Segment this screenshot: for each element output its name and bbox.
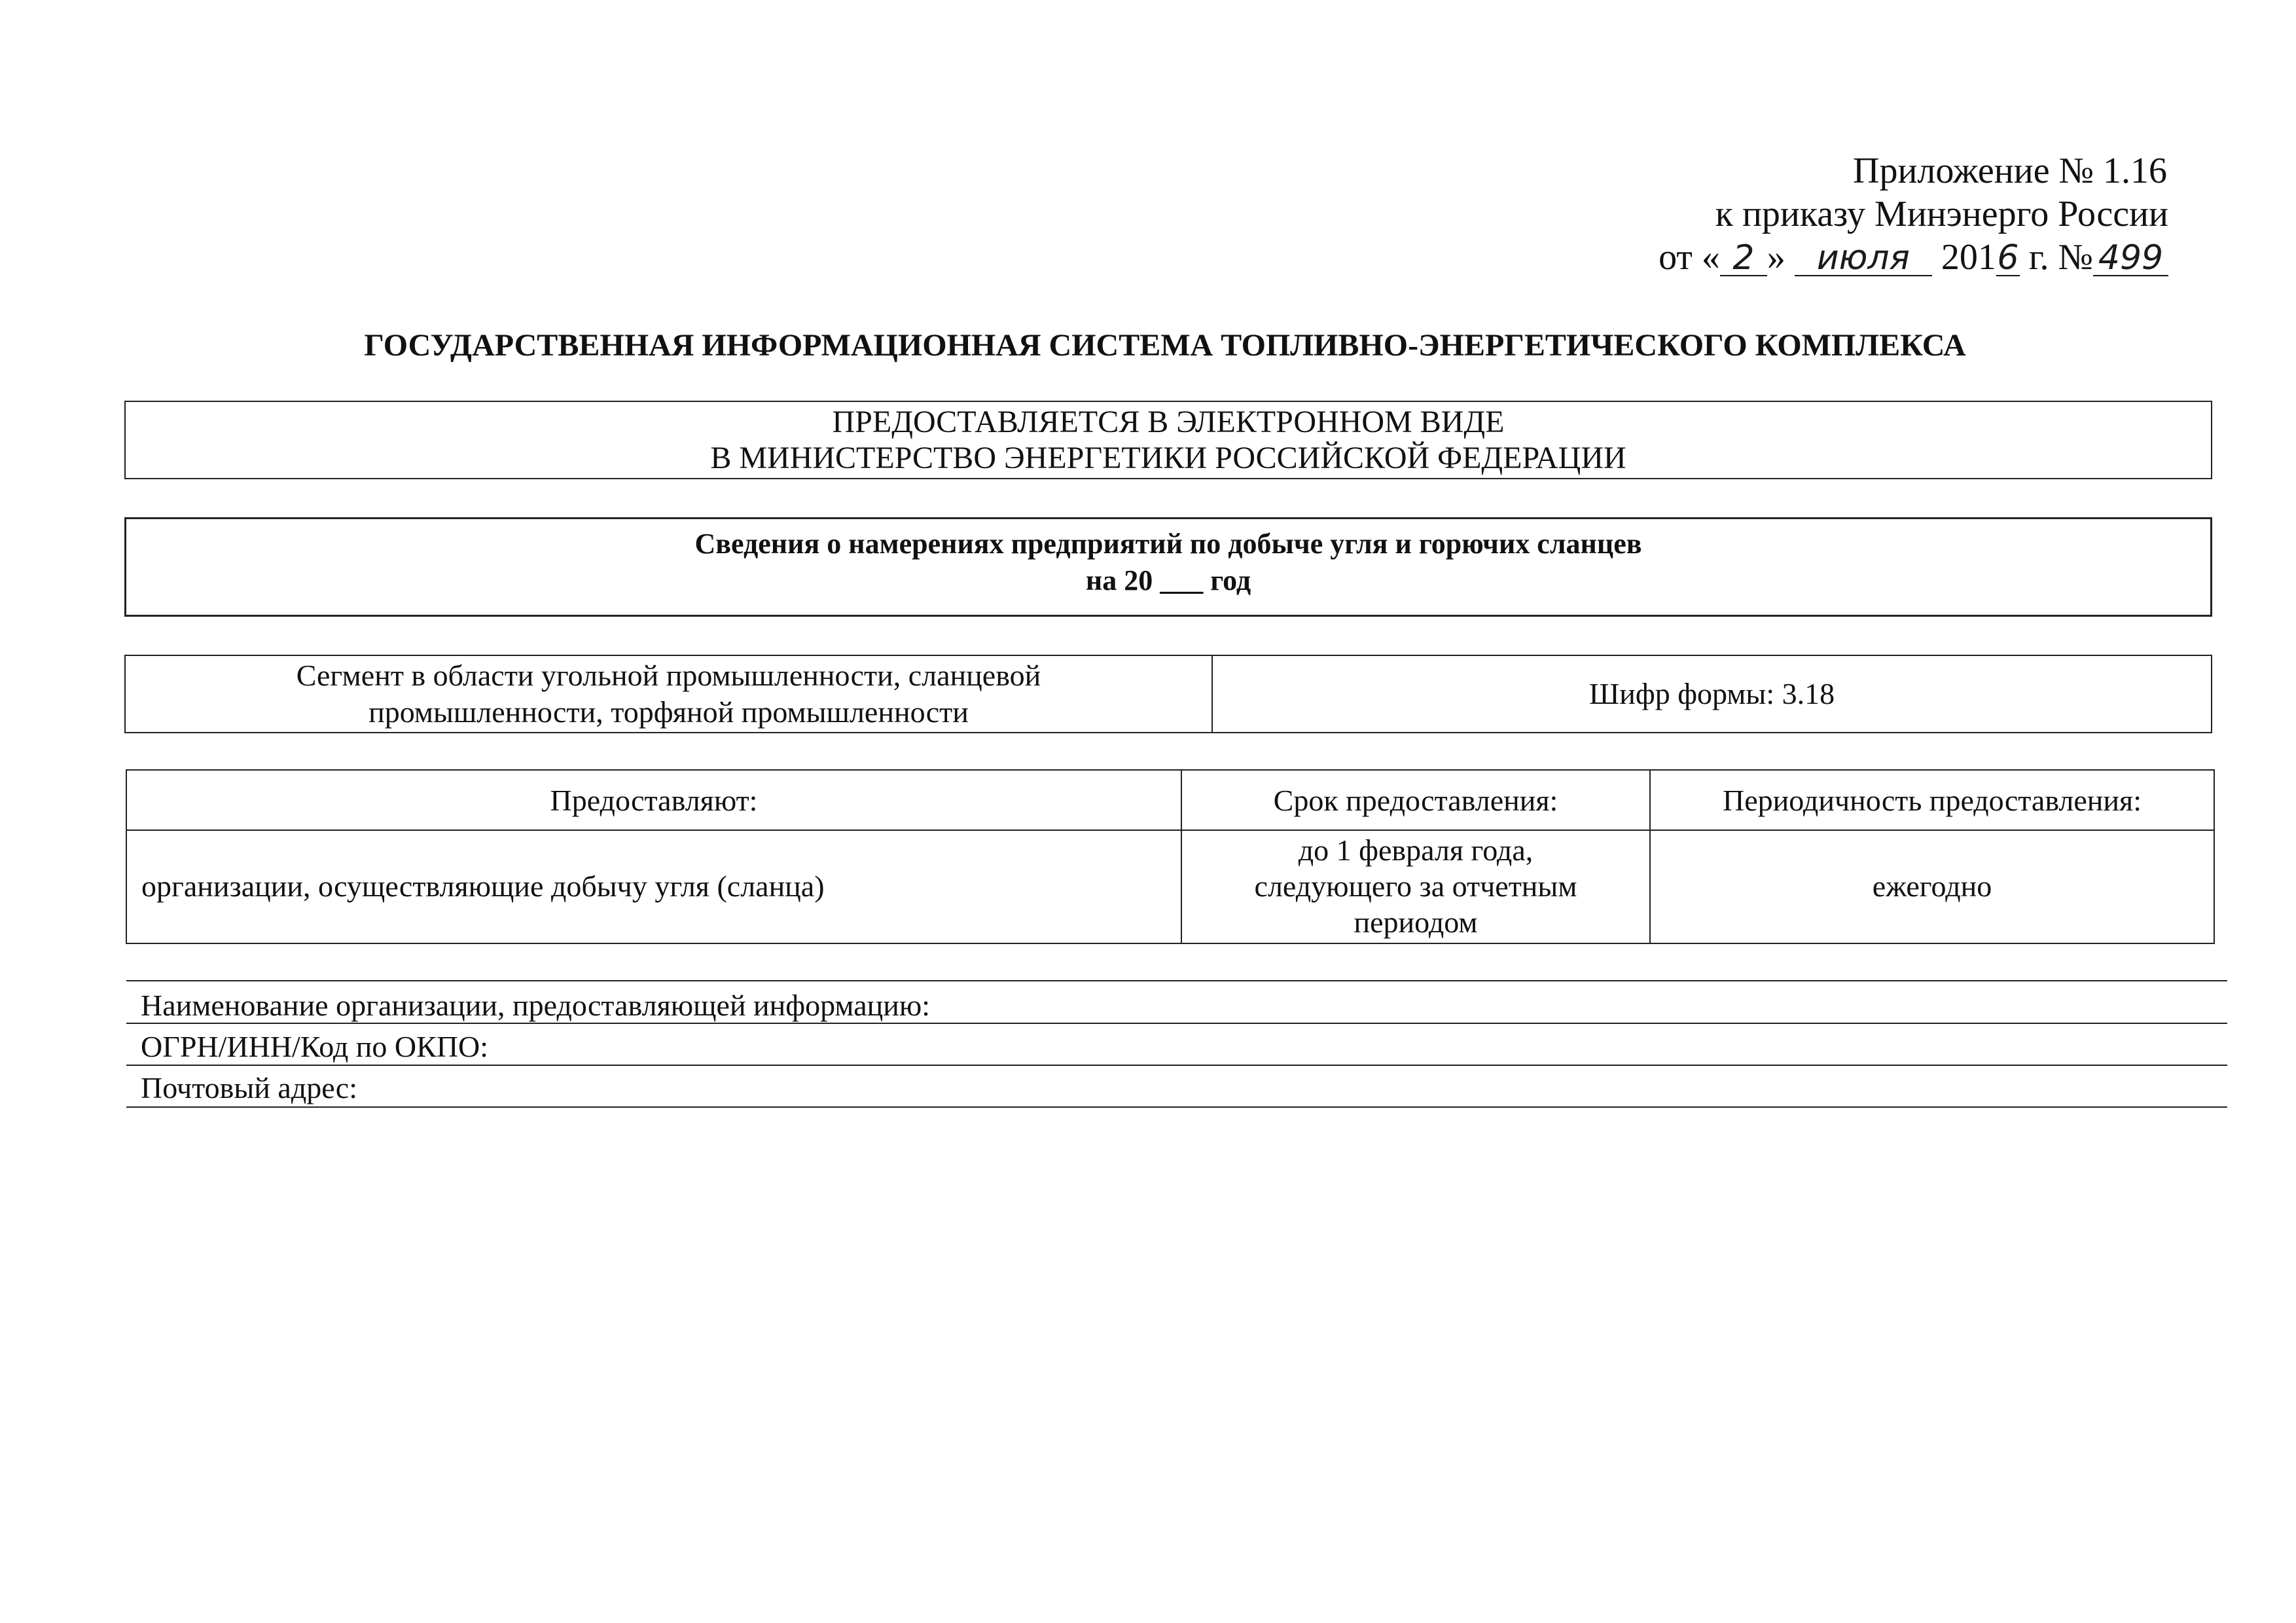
date-year-prefix: 201	[1941, 237, 1996, 278]
org-name-field[interactable]: Наименование организации, предоставляющей информацию:	[141, 989, 930, 1022]
org-rule-3	[126, 1106, 2227, 1108]
table-row	[127, 830, 2214, 943]
order-date-line	[1514, 236, 2168, 279]
date-prefix: от «	[1659, 237, 1720, 278]
form-title-box	[124, 517, 2212, 617]
segment-line-2: промышленности, торфяной промышленности	[368, 695, 969, 729]
header-cell-deadline	[1182, 771, 1651, 830]
system-title: ГОСУДАРСТВЕННАЯ ИНФОРМАЦИОННАЯ СИСТЕМА ТОПЛИВНО-ЭНЕРГЕТИЧЕСКОГО КОМПЛЕКСА	[364, 328, 1966, 363]
date-mid: »	[1767, 237, 1785, 278]
appendix-header	[1514, 149, 2168, 279]
header-periodicity: Периодичность предоставления:	[1723, 783, 2142, 817]
segment-table	[124, 655, 2212, 733]
date-day: 2	[1720, 241, 1767, 276]
header-who: Предоставляют:	[550, 783, 758, 817]
form-code: Шифр формы: 3.18	[1588, 677, 1835, 710]
row-deadline-line-2: следующего за отчетным	[1254, 869, 1577, 903]
form-title: Сведения о намерениях предприятий по добыче угля и горючих сланцев	[694, 528, 1642, 560]
form-period: на 20 ___ год	[1085, 564, 1251, 596]
segment-cell	[126, 656, 1213, 732]
submission-box	[124, 401, 2212, 479]
row-who: организации, осуществляющие добычу угля (сланца)	[141, 869, 825, 903]
submission-line-2: В МИНИСТЕРСТВО ЭНЕРГЕТИКИ РОССИЙСКОЙ ФЕДЕРАЦИИ	[710, 441, 1626, 475]
segment-line-1: Сегмент в области угольной промышленности, сланцевой	[296, 659, 1041, 692]
org-top-rule	[126, 980, 2227, 981]
org-rule-1	[126, 1023, 2227, 1024]
date-year-digit: 6	[1997, 238, 2019, 278]
row-deadline-line-3: периодом	[1354, 905, 1478, 939]
header-cell-who	[127, 771, 1182, 830]
form-code-cell	[1213, 656, 2211, 732]
row-cell-who	[127, 830, 1182, 943]
row-cell-deadline	[1182, 830, 1651, 943]
org-rule-2	[126, 1065, 2227, 1066]
date-suffix: г. №	[2028, 237, 2093, 278]
table-header-row	[127, 771, 2214, 831]
header-deadline: Срок предоставления:	[1273, 783, 1558, 817]
header-cell-periodicity	[1651, 771, 2214, 830]
submission-table	[126, 769, 2215, 944]
appendix-number: Приложение № 1.16	[1853, 151, 2167, 191]
row-cell-periodicity	[1651, 830, 2214, 943]
order-number: 499	[2093, 241, 2168, 276]
row-periodicity: ежегодно	[1872, 869, 1992, 903]
postal-address-field[interactable]: Почтовый адрес:	[141, 1071, 357, 1104]
order-reference: к приказу Минэнерго России	[1715, 194, 2168, 234]
date-month: июля	[1795, 241, 1932, 276]
ogrn-inn-okpo-field[interactable]: ОГРН/ИНН/Код по ОКПО:	[141, 1030, 489, 1063]
row-deadline-line-1: до 1 февраля года,	[1298, 833, 1534, 867]
submission-line-1: ПРЕДОСТАВЛЯЕТСЯ В ЭЛЕКТРОННОМ ВИДЕ	[832, 405, 1505, 439]
